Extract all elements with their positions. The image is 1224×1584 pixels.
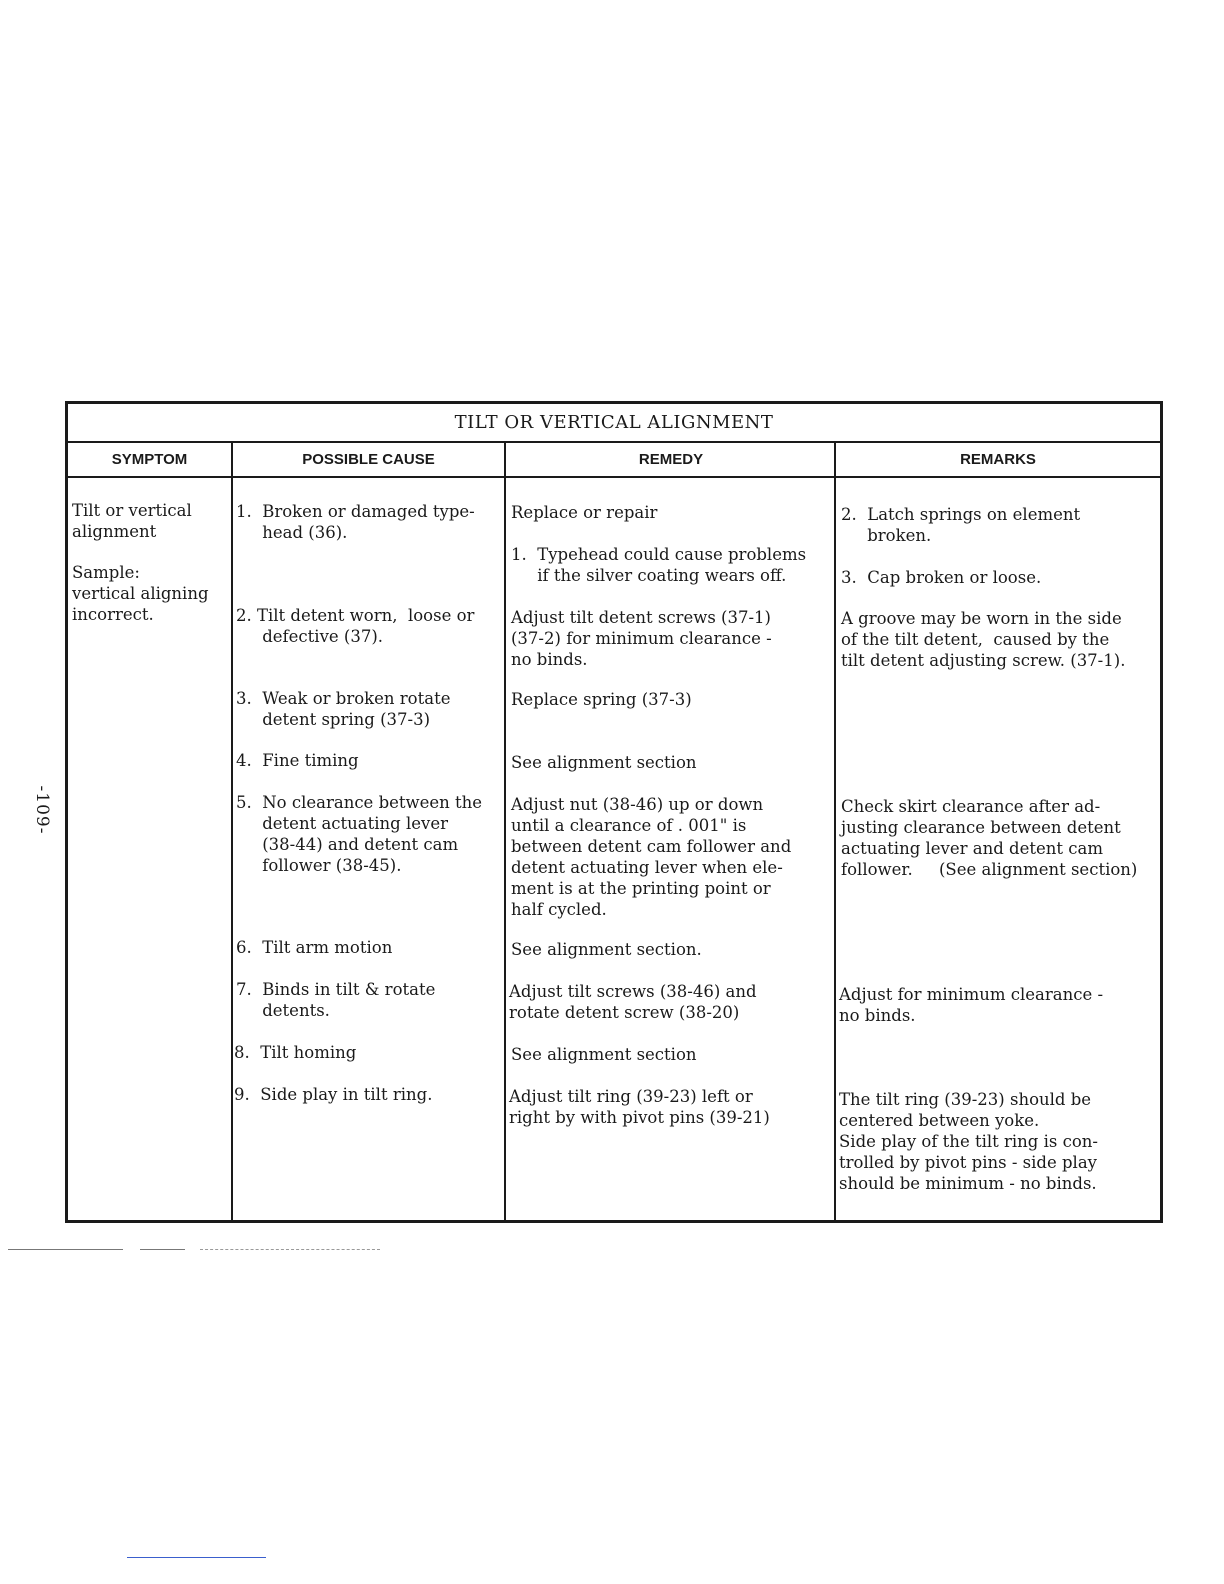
remedy-9: Adjust tilt ring (39-23) left or right by with pivot pins (39-21): [509, 1087, 770, 1127]
remedy-2: Adjust tilt detent screws (37-1) (37-2) for minimum clearance - no binds.: [511, 608, 772, 669]
remarks-7: Adjust for minimum clearance - no binds.: [839, 985, 1104, 1025]
divider-rule: [127, 1557, 266, 1558]
column-divider: [231, 441, 233, 1220]
cause-3: 3. Weak or broken rotate detent spring (37-3): [236, 689, 451, 729]
column-divider: [504, 441, 506, 1220]
remarks-9: The tilt ring (39-23) should be centered between yoke. Side play of the tilt ring is con- trolled by pivot pins - side play should be minimum - no binds.: [839, 1090, 1098, 1193]
cause-7: 7. Binds in tilt & rotate detents.: [236, 980, 436, 1020]
symptom-sample-text: vertical aligning: [72, 584, 209, 603]
remedy-8: See alignment section: [511, 1045, 697, 1064]
cause-9: 9. Side play in tilt ring.: [234, 1085, 433, 1104]
remedy-7: Adjust tilt screws (38-46) and rotate detent screw (38-20): [509, 982, 757, 1022]
cause-8: 8. Tilt homing: [234, 1043, 357, 1062]
cause-6: 6. Tilt arm motion: [236, 938, 393, 957]
symptom-sample-text: incorrect.: [72, 605, 154, 624]
symptom-text: Tilt or vertical: [72, 501, 192, 520]
troubleshooting-table: [65, 401, 1163, 1223]
remarks-1: 2. Latch springs on element broken. 3. Cap broken or loose.: [841, 505, 1081, 587]
cause-5: 5. No clearance between the detent actuating lever (38-44) and detent cam follower (38-45).: [236, 793, 483, 875]
divider-rule: [200, 1249, 380, 1250]
cause-1: 1. Broken or damaged type- head (36).: [236, 502, 475, 542]
header-symptom: SYMPTOM: [68, 441, 231, 478]
column-divider: [834, 441, 836, 1220]
divider-rule: [8, 1249, 123, 1250]
cause-4: 4. Fine timing: [236, 751, 359, 770]
symptom-sample-label: Sample:: [72, 563, 140, 582]
remarks-2: A groove may be worn in the side of the tilt detent, caused by the tilt detent adjusting screw. (37-1).: [841, 609, 1126, 670]
remedy-6: See alignment section.: [511, 940, 702, 959]
header-remarks: REMARKS: [836, 441, 1160, 478]
cause-2: 2. Tilt detent worn, loose or defective (37).: [236, 606, 475, 646]
remedy-4: See alignment section: [511, 753, 697, 772]
remedy-5: Adjust nut (38-46) up or down until a clearance of . 001" is between detent cam follower and detent actuating lever when ele- ment is at the printing point or half cycled.: [511, 795, 792, 919]
page-number: -109-: [32, 785, 52, 835]
header-remedy: REMEDY: [506, 441, 836, 478]
divider-rule: [140, 1249, 185, 1250]
remedy-3: Replace spring (37-3): [511, 690, 692, 709]
table-title: TILT OR VERTICAL ALIGNMENT: [68, 404, 1160, 443]
remarks-5: Check skirt clearance after ad- justing clearance between detent actuating lever and detent cam follower. (See alignment section): [841, 797, 1138, 879]
symptom-text: alignment: [72, 522, 157, 541]
remedy-1: Replace or repair 1. Typehead could cause problems if the silver coating wears off.: [511, 503, 807, 585]
header-possible-cause: POSSIBLE CAUSE: [231, 441, 506, 478]
